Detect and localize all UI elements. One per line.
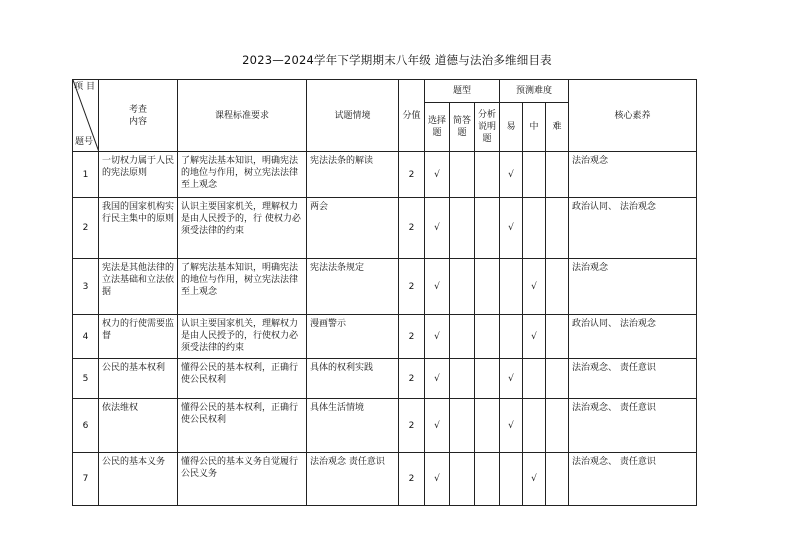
short-cell [450,259,475,315]
table-row [73,259,697,315]
situation-cell: 法治观念 责任意识 [307,453,399,506]
check-mark-icon: √ [531,331,537,342]
analysis-cell [475,315,500,359]
standard-cell: 了解宪法基本知识，明确宪法的地位与作用，树立宪法法律至上观念 [178,259,307,315]
hard-cell [546,453,569,506]
check-mark-icon: √ [508,169,514,180]
header-standard: 课程标准要求 [178,80,307,152]
hard-cell [546,315,569,359]
literacy-cell: 法治观念 [569,259,697,315]
short-cell [450,198,475,259]
literacy-cell: 政治认同、 法治观念 [569,198,697,259]
content-cell: 公民的基本义务 [99,453,178,506]
mid-cell [523,399,546,453]
header-difficulty: 预测难度 [500,80,569,103]
score-cell: 2 [399,315,425,359]
header-question-type: 题型 [425,80,500,103]
score-cell: 2 [399,152,425,198]
question-number: 7 [73,453,99,506]
content-cell: 我国的国家机构实行民主集中的原则 [99,198,178,259]
table-row [73,399,697,453]
short-cell [450,399,475,453]
check-mark-icon: √ [508,373,514,384]
check-mark-icon: √ [434,281,440,292]
standard-cell: 懂得公民的基本权利，正确行使公民权利 [178,359,307,399]
mid-cell [523,198,546,259]
situation-cell: 宪法法条的解读 [307,152,399,198]
literacy-cell: 法治观念 [569,152,697,198]
easy-cell [500,198,523,259]
mid-cell [523,359,546,399]
header-short: 简答题 [450,103,475,152]
check-mark-icon: √ [508,223,514,233]
hard-cell [546,399,569,453]
easy-cell [500,315,523,359]
score-cell: 2 [399,198,425,259]
question-number: 1 [73,152,99,198]
easy-cell [500,453,523,506]
question-number: 2 [73,198,99,259]
choice-cell [425,315,450,359]
score-cell: 2 [399,259,425,315]
header-score: 分值 [399,80,425,152]
literacy-cell: 法治观念、 责任意识 [569,359,697,399]
mid-cell [523,259,546,315]
header-easy: 易 [500,103,523,152]
choice-cell [425,399,450,453]
content-cell: 依法维权 [99,399,178,453]
choice-cell [425,152,450,198]
choice-cell [425,259,450,315]
situation-cell: 两会 [307,198,399,259]
literacy-cell: 法治观念、 责任意识 [569,453,697,506]
literacy-cell: 政治认同、 法治观念 [569,315,697,359]
score-cell: 2 [399,453,425,506]
analysis-cell [475,259,500,315]
analysis-cell [475,399,500,453]
check-mark-icon: √ [531,281,537,292]
easy-cell [500,359,523,399]
short-cell [450,453,475,506]
header-hard: 难 [546,103,569,152]
analysis-cell [475,453,500,506]
standard-cell: 认识主要国家机关，理解权力是由人民授予的，行使权力必须受法律的约束 [178,315,307,359]
table-row [73,152,697,198]
short-cell [450,315,475,359]
header-choice: 选择题 [425,103,450,152]
header-content: 考查 内容 [99,80,178,152]
standard-cell: 懂得公民的基本权利，正确行使公民权利 [178,399,307,453]
hard-cell [546,259,569,315]
short-cell [450,152,475,198]
score-cell: 2 [399,359,425,399]
header-situation: 试题情境 [307,80,399,152]
mid-cell [523,152,546,198]
question-number: 3 [73,259,99,315]
analysis-cell [475,152,500,198]
content-cell: 一切权力属于人民的宪法原则 [99,152,178,198]
mid-cell [523,315,546,359]
easy-cell [500,259,523,315]
check-mark-icon: √ [434,331,440,342]
header-analysis: 分析说明题 [475,103,500,152]
header-literacy: 核心素养 [569,80,697,152]
check-mark-icon: √ [434,169,440,180]
table-row [73,453,697,506]
literacy-cell: 法治观念、 责任意识 [569,399,697,453]
choice-cell [425,359,450,399]
situation-cell: 宪法法条规定 [307,259,399,315]
easy-cell [500,399,523,453]
mid-cell [523,453,546,506]
detail-table [72,79,697,506]
situation-cell: 具体生活情境 [307,399,399,453]
analysis-cell [475,359,500,399]
hard-cell [546,359,569,399]
question-number: 6 [73,399,99,453]
question-number: 4 [73,315,99,359]
page-title: 2023—2024学年下学期期末八年级 道德与法治多维细目表 [242,53,552,67]
check-mark-icon: √ [508,420,514,431]
question-number: 5 [73,359,99,399]
header-question-no: 题号 [75,137,94,147]
choice-cell [425,453,450,506]
standard-cell: 了解宪法基本知识，明确宪法的地位与作用，树立宪法法律至上观念 [178,152,307,198]
table-row [73,315,697,359]
table-row [73,198,697,259]
situation-cell: 具体的权利实践 [307,359,399,399]
easy-cell [500,152,523,198]
standard-cell: 认识主要国家机关，理解权力是由人民授予的，行 使权力必须受法律的约束 [178,198,307,259]
score-cell: 2 [399,399,425,453]
table-row [73,359,697,399]
content-cell: 宪法是其他法律的立法基础和立法依据 [99,259,178,315]
check-mark-icon: √ [434,373,440,384]
check-mark-icon: √ [434,420,440,431]
choice-cell [425,198,450,259]
situation-cell: 漫画警示 [307,315,399,359]
check-mark-icon: √ [531,474,537,484]
short-cell [450,359,475,399]
standard-cell: 懂得公民的基本义务自觉履行公民义务 [178,453,307,506]
analysis-cell [475,198,500,259]
hard-cell [546,198,569,259]
header-mid: 中 [523,103,546,152]
check-mark-icon: √ [434,474,440,484]
check-mark-icon: √ [434,223,440,233]
header-project: 项 目 [74,82,95,92]
diagonal-header-cell [73,80,99,152]
content-cell: 权力的行使需要监督 [99,315,178,359]
content-cell: 公民的基本权利 [99,359,178,399]
hard-cell [546,152,569,198]
